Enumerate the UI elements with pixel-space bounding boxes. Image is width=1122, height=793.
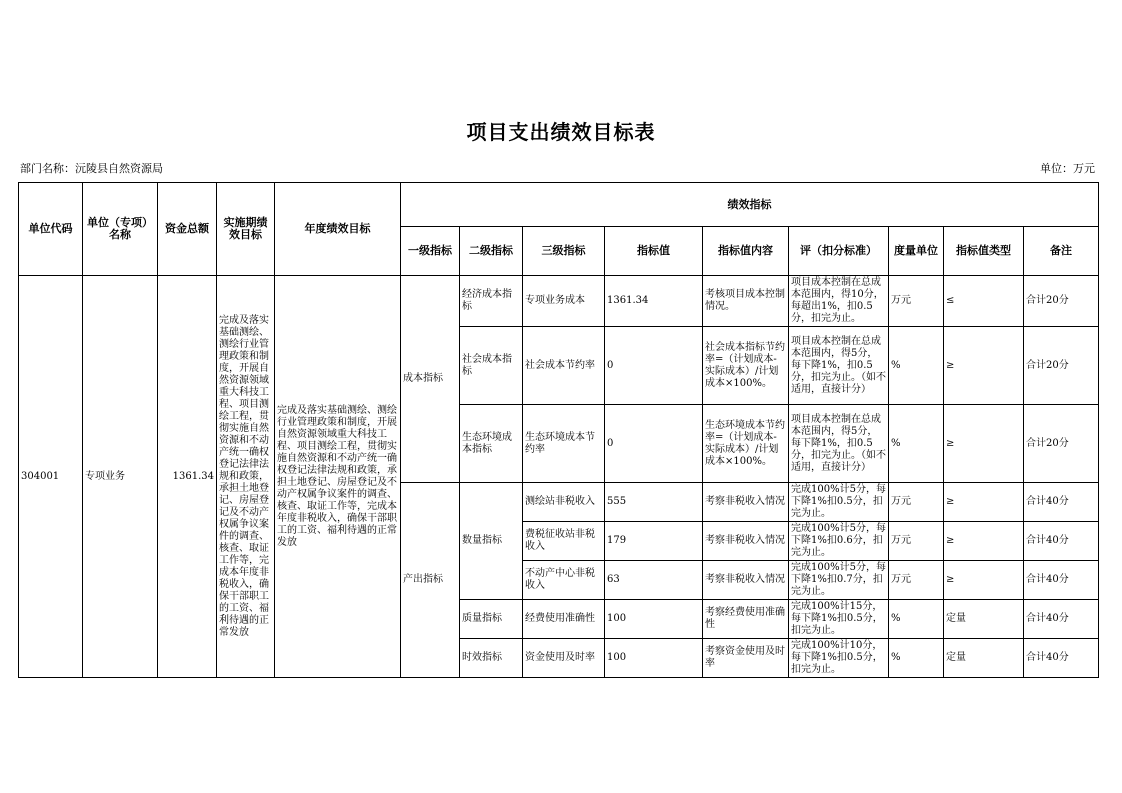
scoring-cell: 项目成本控制在总成本范围内，得10分，每超出1%，扣0.5分，扣完为止。 — [789, 276, 889, 327]
value-type-cell: ≤ — [944, 276, 1024, 327]
value-cell: 63 — [605, 561, 703, 600]
scoring-cell: 完成100%计5分，每下降1%扣0.7分，扣完为止。 — [789, 561, 889, 600]
level2-cell: 经济成本指标 — [460, 276, 523, 327]
scoring-cell: 项目成本控制在总成本范围内，得5分，每下降1%，扣0.5分，扣完为止。（如不适用，直接计分） — [789, 405, 889, 483]
value-cell: 1361.34 — [605, 276, 703, 327]
level3-cell: 不动产中心非税收入 — [523, 561, 605, 600]
level2-cell: 社会成本指标 — [460, 327, 523, 405]
table-row — [19, 276, 1099, 327]
measure-unit-cell: % — [889, 327, 944, 405]
currency-unit: 单位：万元 — [1040, 162, 1095, 175]
level2-cell: 质量指标 — [460, 600, 523, 639]
value-cell: 0 — [605, 405, 703, 483]
content-cell: 考察资金使用及时率 — [703, 639, 789, 678]
level3-cell: 专项业务成本 — [523, 276, 605, 327]
level3-cell: 费税征收站非税收入 — [523, 522, 605, 561]
content-cell: 社会成本指标节约率=（计划成本-实际成本）/计划成本×100%。 — [703, 327, 789, 405]
value-type-cell: ≥ — [944, 522, 1024, 561]
performance-table — [18, 182, 1099, 678]
level3-cell: 经费使用准确性 — [523, 600, 605, 639]
department-name: 部门名称：沅陵县自然资源局 — [20, 162, 163, 175]
content-cell: 考察经费使用准确性 — [703, 600, 789, 639]
content-cell: 考察非税收入情况 — [703, 522, 789, 561]
level3-cell: 社会成本节约率 — [523, 327, 605, 405]
measure-unit-cell: 万元 — [889, 276, 944, 327]
header-unit-code: 单位代码 — [19, 183, 83, 276]
value-cell: 100 — [605, 639, 703, 678]
content-cell: 考核项目成本控制情况。 — [703, 276, 789, 327]
header-level1: 一级指标 — [401, 227, 460, 276]
remark-cell: 合计20分 — [1024, 276, 1099, 327]
remark-cell: 合计20分 — [1024, 405, 1099, 483]
header-row-1 — [19, 183, 1099, 227]
measure-unit-cell: 万元 — [889, 483, 944, 522]
total-funds-cell: 1361.34 — [158, 276, 217, 678]
scoring-cell: 完成100%计10分，每下降1%扣0.5分，扣完为止。 — [789, 639, 889, 678]
header-measure-unit: 度量单位 — [889, 227, 944, 276]
header-value: 指标值 — [605, 227, 703, 276]
value-type-cell: ≥ — [944, 405, 1024, 483]
value-type-cell: ≥ — [944, 327, 1024, 405]
level2-cell: 时效指标 — [460, 639, 523, 678]
level3-cell: 测绘站非税收入 — [523, 483, 605, 522]
period-goal-cell: 完成及落实基础测绘、测绘行业管理政策和制度，开展自然资源领域重大科技工程、项目测绘工程，贯彻实施自然资源和不动产统一确权登记法律法规和政策，承担土地登记、房屋登记及不动产权属争议案件的调查、核查、取证工作等，完成本年度非税收入，确保干部职工的工资、福利待遇的正常发放 — [217, 276, 275, 678]
value-type-cell: 定量 — [944, 639, 1024, 678]
measure-unit-cell: 万元 — [889, 522, 944, 561]
scoring-cell: 完成100%计15分，每下降1%扣0.5分，扣完为止。 — [789, 600, 889, 639]
level1-output-cell: 产出指标 — [401, 483, 460, 678]
value-cell: 555 — [605, 483, 703, 522]
remark-cell: 合计20分 — [1024, 327, 1099, 405]
level2-cell: 生态环境成本指标 — [460, 405, 523, 483]
remark-cell: 合计40分 — [1024, 483, 1099, 522]
header-value-type: 指标值类型 — [944, 227, 1024, 276]
header-performance: 绩效指标 — [401, 183, 1099, 227]
content-cell: 考察非税收入情况 — [703, 561, 789, 600]
scoring-cell: 项目成本控制在总成本范围内，得5分，每下降1%，扣0.5分，扣完为止。（如不适用，直接计分） — [789, 327, 889, 405]
header-content: 指标值内容 — [703, 227, 789, 276]
level1-cost-cell: 成本指标 — [401, 276, 460, 483]
unit-name-cell: 专项业务 — [83, 276, 158, 678]
remark-cell: 合计40分 — [1024, 600, 1099, 639]
scoring-cell: 完成100%计5分，每下降1%扣0.6分，扣完为止。 — [789, 522, 889, 561]
remark-cell: 合计40分 — [1024, 639, 1099, 678]
level3-cell: 资金使用及时率 — [523, 639, 605, 678]
measure-unit-cell: 万元 — [889, 561, 944, 600]
value-cell: 100 — [605, 600, 703, 639]
header-period-goal: 实施期绩效目标 — [217, 183, 275, 276]
value-type-cell: 定量 — [944, 600, 1024, 639]
scoring-cell: 完成100%计5分，每下降1%扣0.5分，扣完为止。 — [789, 483, 889, 522]
header-total-funds: 资金总额 — [158, 183, 217, 276]
header-remark: 备注 — [1024, 227, 1099, 276]
unit-code-cell: 304001 — [19, 276, 83, 678]
level2-quantity-cell: 数量指标 — [460, 483, 523, 600]
header-level3: 三级指标 — [523, 227, 605, 276]
page-title: 项目支出绩效目标表 — [466, 120, 656, 144]
value-type-cell: ≥ — [944, 483, 1024, 522]
level3-cell: 生态环境成本节约率 — [523, 405, 605, 483]
annual-goal-cell: 完成及落实基础测绘、测绘行业管理政策和制度，开展自然资源领域重大科技工程、项目测绘工程，贯彻实施自然资源和不动产统一确权登记法律法规和政策，承担土地登记、房屋登记及不动产权属争议案件的调查、核查、取证工作等，完成本年度非税收入，确保干部职工的工资、福利待遇的正常发放 — [275, 276, 401, 678]
value-type-cell: ≥ — [944, 561, 1024, 600]
measure-unit-cell: % — [889, 600, 944, 639]
header-level2: 二级指标 — [460, 227, 523, 276]
value-cell: 179 — [605, 522, 703, 561]
content-cell: 生态环境成本节约率=（计划成本-实际成本）/计划成本×100%。 — [703, 405, 789, 483]
value-cell: 0 — [605, 327, 703, 405]
header-annual-goal: 年度绩效目标 — [275, 183, 401, 276]
measure-unit-cell: % — [889, 405, 944, 483]
measure-unit-cell: % — [889, 639, 944, 678]
header-scoring: 评（扣分标准） — [789, 227, 889, 276]
remark-cell: 合计40分 — [1024, 561, 1099, 600]
content-cell: 考察非税收入情况 — [703, 483, 789, 522]
remark-cell: 合计40分 — [1024, 522, 1099, 561]
header-unit-name: 单位（专项）名称 — [83, 183, 158, 276]
